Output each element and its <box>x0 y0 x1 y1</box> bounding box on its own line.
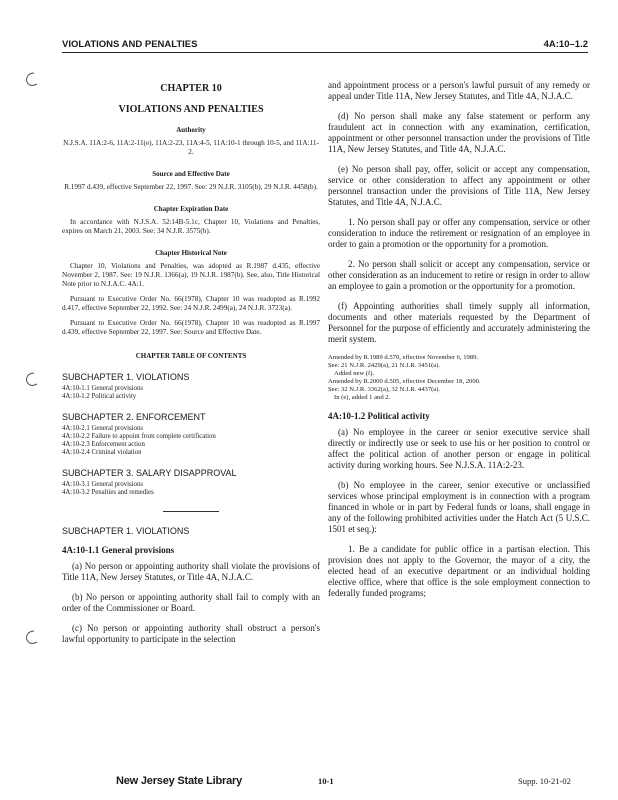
amendment-line: Amended by R.1989 d.570, effective November 6, 1989. <box>328 354 479 361</box>
toc-item: 4A:10-2.2 Failure to appoint from complete certification <box>62 432 216 440</box>
right-column <box>328 80 590 608</box>
toc-heading: CHAPTER TABLE OF CONTENTS <box>135 352 247 360</box>
header-section-number: 4A:10–1.2 <box>543 39 588 50</box>
paragraph: and appointment process or a person's lawful pursuit of any remedy or appeal under Title 11A, New Jersey Statutes, and Title 4A, N.J.A.C. <box>328 80 590 101</box>
toc-item: 4A:10-1.1 General provisions <box>62 385 143 392</box>
amendment-line: Amended by R.2000 d.505, effective December 18, 2000. <box>328 378 481 385</box>
section-heading: 4A:10-1.2 Political activity <box>328 411 430 421</box>
expiration-text: In accordance with N.J.S.A. 52:14B-5.1c, Chapter 10, Violations and Penalties, expires on March 21, 2003. See: 34 N.J.R. 3575(b). <box>62 218 320 235</box>
paragraph: (a) No employee in the career or senior executive service shall directly or indirectly use or seek to use his or her position to control or affect the political action of another person or engage in political activity during working hours. See N.J.S.A. 11A:2-23. <box>328 427 590 470</box>
amendment-line: See: 21 N.J.R. 2429(a), 21 N.J.R. 3451(a). <box>328 362 441 369</box>
divider-rule <box>163 511 219 512</box>
history-note: Chapter 10, Violations and Penalties, was adopted as R.1987 d.435, effective November 2, 1987. See: 19 N.J.R. 1366(a), 19 N.J.R. 1987(b). See, also, Title Historical Note prior to N.J.A.C. 4A:1. <box>62 262 320 288</box>
paragraph: (e) No person shall pay, offer, solicit or accept any compensation, service or other consideration to affect any appointment or other personnel transaction under the provisions of Title 11A, New Jersey Statutes, and Title 4A, N.J.A.C. <box>328 164 590 207</box>
toc-subchapter: SUBCHAPTER 3. SALARY DISAPPROVAL <box>62 467 237 478</box>
amendment-notes <box>328 354 590 402</box>
punch-hole-mark <box>22 628 40 646</box>
toc-item: 4A:10-2.4 Criminal violation <box>62 449 142 457</box>
history-note: Pursuant to Executive Order No. 66(1978), Chapter 10 was readopted as R.1997 d.439, effective September 22, 1997. See: Source and Effective Date. <box>62 319 320 336</box>
expiration-heading: Chapter Expiration Date <box>153 205 229 213</box>
toc-subchapter: SUBCHAPTER 2. ENFORCEMENT <box>62 411 206 422</box>
supplement-date: Supp. 10-21-02 <box>518 776 571 786</box>
punch-hole-mark <box>22 70 40 88</box>
chapter-number: CHAPTER 10 <box>160 83 222 94</box>
paragraph: (f) Appointing authorities shall timely supply all information, documents and other materials requested by the Department of Personnel for the purpose of efficiently and accurately administering the merit system. <box>328 301 590 344</box>
amendment-line: Added new (f). <box>334 370 375 377</box>
paragraph: (d) No person shall make any false statement or perform any fraudulent act in connection with any examination, certification, appointment or other personnel transaction under the provisions of Title 11A, New Jersey Statutes, and Title 4A, N.J.A.C. <box>328 111 590 154</box>
page-number: 10-1 <box>318 776 334 786</box>
left-column <box>62 80 320 654</box>
toc-item: 4A:10-2.3 Enforcement action <box>62 441 145 449</box>
chapter-title: VIOLATIONS AND PENALTIES <box>118 104 264 115</box>
authority-heading: Authority <box>176 126 206 134</box>
paragraph: (b) No employee in the career, senior executive or unclassified services whose principal employment is in connection with a program financed in whole or in part by Federal funds or loans, shall engage in any of the following prohibited activities under the Hatch Act (5 U.S.C. 1501 et seq.): <box>328 480 590 534</box>
toc-item: 4A:10-1.2 Political activity <box>62 393 137 401</box>
amendment-line: In (e), added 1 and 2. <box>334 394 391 401</box>
table-of-contents <box>62 372 320 497</box>
paragraph: 1. Be a candidate for public office in a partisan election. This provision does not apply to the Governor, the mayor of a city, the elected head of an executive department or an individual holding elective office, where that office is the sole employment connection to federally funded programs; <box>328 544 590 598</box>
authority-text: N.J.S.A. 11A:2-6, 11A:2-11(e), 11A:2-23, 11A:4-5, 11A:10-1 through 10-5, and 11A:11-2. <box>63 139 319 156</box>
paragraph: 2. No person shall solicit or accept any compensation, service or other consideration as an inducement to retire or resign in order to allow an employee to gain a promotion or the opportunity for a promotion. <box>328 259 590 291</box>
paragraph: (b) No person or appointing authority shall fail to comply with an order of the Commissioner or Board. <box>62 592 320 614</box>
source-heading: Source and Effective Date <box>152 170 230 178</box>
toc-item: 4A:10-2.1 General provisions <box>62 424 143 432</box>
running-header <box>62 36 588 53</box>
source-text: R.1997 d.439, effective September 22, 1997. See: 29 N.J.R. 3105(b), 29 N.J.R. 4458(b). <box>64 183 318 191</box>
punch-hole-mark <box>22 370 40 388</box>
subchapter-heading: SUBCHAPTER 1. VIOLATIONS <box>62 526 190 537</box>
library-stamp: New Jersey State Library <box>116 775 243 787</box>
toc-item: 4A:10-3.1 General provisions <box>62 480 143 488</box>
toc-item: 4A:10-3.2 Penalties and remedies <box>62 489 154 497</box>
section-heading: 4A:10-1.1 General provisions <box>62 545 175 556</box>
toc-subchapter: SUBCHAPTER 1. VIOLATIONS <box>62 372 190 382</box>
header-section-title: VIOLATIONS AND PENALTIES <box>62 39 198 50</box>
history-heading: Chapter Historical Note <box>155 249 227 257</box>
paragraph: 1. No person shall pay or offer any compensation, service or other consideration to induce the retirement or resignation of an employee in order to gain a promotion or the opportunity for a promotion. <box>328 217 590 249</box>
history-note: Pursuant to Executive Order No. 66(1978), Chapter 10 was readopted as R.1992 d.417, effective September 22, 1992. See: 24 N.J.R. 2499(a), 24 N.J.R. 3723(a). <box>62 295 320 312</box>
paragraph: (a) No person or appointing authority shall violate the provisions of Title 11A, New Jersey Statutes, or Title 4A, N.J.A.C. <box>62 561 320 583</box>
history-notes <box>62 262 320 337</box>
page-footer <box>0 775 618 791</box>
amendment-line: See: 32 N.J.R. 3362(a), 32 N.J.R. 4437(a). <box>328 386 441 393</box>
paragraph: (c) No person or appointing authority shall obstruct a person's lawful opportunity to participate in the selection <box>62 623 320 645</box>
